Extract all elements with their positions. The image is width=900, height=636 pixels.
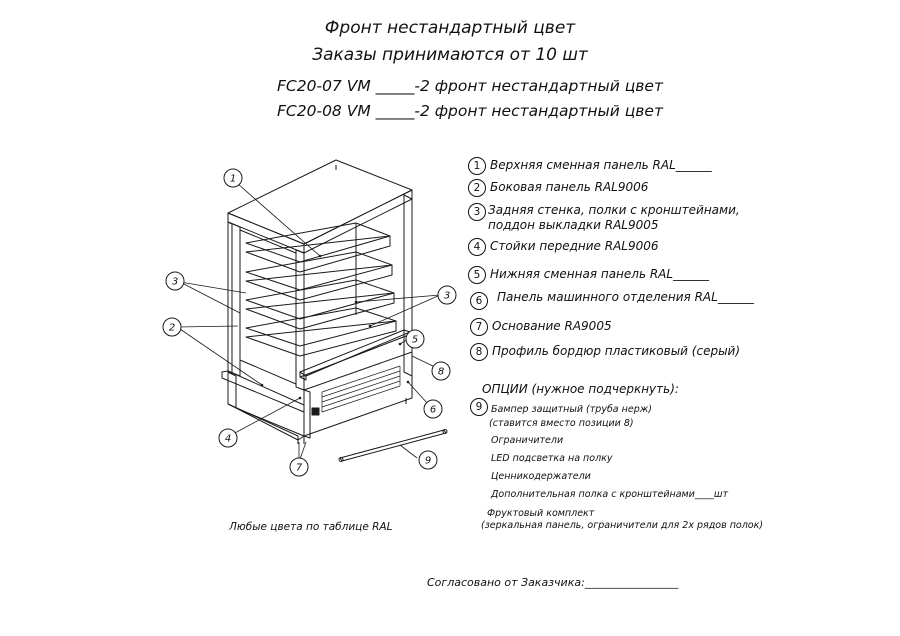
callout-1-label: 1 bbox=[229, 173, 237, 185]
option-limiters: Ограничители bbox=[491, 435, 564, 446]
legend-text-5: Нижняя сменная панель RAL______ bbox=[490, 267, 710, 281]
legend-badge-1: 1 bbox=[468, 157, 486, 175]
side-panel-shape bbox=[228, 222, 240, 376]
legend-text-3b: поддон выкладки RAL9005 bbox=[488, 218, 659, 232]
option-fruit-kit-note: (зеркальная панель, ограничители для 2х рядов полок) bbox=[481, 520, 764, 531]
legend-text-2: Боковая панель RAL9006 bbox=[490, 180, 649, 194]
option-price-holders: Ценникодержатели bbox=[491, 471, 591, 482]
footer-approval-line: Согласовано от Заказчика:_________________ bbox=[427, 576, 679, 589]
option-bumper-note: (ставится вместо позиции 8) bbox=[489, 418, 634, 429]
legend-text-8: Профиль бордюр пластиковый (серый) bbox=[492, 344, 741, 358]
legend-badge-4: 4 bbox=[468, 238, 486, 256]
callout-8-label: 8 bbox=[437, 366, 445, 378]
top-panel-shape bbox=[228, 160, 412, 244]
callout-2-label: 2 bbox=[168, 322, 176, 334]
legend-text-1: Верхняя сменная панель RAL______ bbox=[490, 158, 712, 172]
legend-badge-5: 5 bbox=[468, 266, 486, 284]
options-badge-9: 9 bbox=[470, 398, 488, 416]
callout-6-label: 6 bbox=[429, 404, 437, 416]
model-line-fc20-07: FC20-07 VM _____-2 фронт нестандартный цвет bbox=[277, 77, 663, 95]
callout-9-label: 9 bbox=[424, 455, 432, 467]
callout-5-label: 5 bbox=[411, 334, 419, 346]
callout-3-left-label: 3 bbox=[171, 276, 179, 288]
callout-4-label: 4 bbox=[224, 433, 232, 445]
legend-badge-2: 2 bbox=[468, 179, 486, 197]
callout-3-right-label: 3 bbox=[443, 290, 451, 302]
legend-text-7: Основание RA9005 bbox=[492, 319, 612, 333]
legend-badge-7: 7 bbox=[470, 318, 488, 336]
option-led: LED подсветка на полку bbox=[491, 453, 613, 464]
legend-badge-3: 3 bbox=[468, 203, 486, 221]
shelves-shape bbox=[246, 223, 396, 356]
legend-text-3: Задняя стенка, полки с кронштейнами, bbox=[488, 203, 740, 217]
title-line-2: Заказы принимаются от 10 шт bbox=[312, 45, 588, 65]
option-fruit-kit: Фруктовый комплект bbox=[487, 508, 595, 519]
footer-ral-note: Любые цвета по таблице RAL bbox=[229, 521, 393, 533]
option-bumper: Бампер защитный (труба нерж) bbox=[491, 404, 652, 415]
legend-badge-8: 8 bbox=[470, 343, 488, 361]
options-heading: ОПЦИИ (нужное подчеркнуть): bbox=[482, 382, 679, 396]
legend-text-4: Стойки передние RAL9006 bbox=[490, 239, 659, 253]
machine-panel-shape bbox=[304, 352, 412, 436]
title-line-1: Фронт нестандартный цвет bbox=[324, 18, 576, 38]
legend-badge-6: 6 bbox=[470, 292, 488, 310]
option-extra-shelf: Дополнительная полка с кронштейнами____шт bbox=[491, 489, 729, 500]
display-tray-shape bbox=[300, 330, 410, 376]
model-line-fc20-08: FC20-08 VM _____-2 фронт нестандартный цвет bbox=[277, 102, 663, 120]
legend-text-6: Панель машинного отделения RAL______ bbox=[497, 290, 754, 304]
callout-7-label: 7 bbox=[295, 462, 303, 474]
